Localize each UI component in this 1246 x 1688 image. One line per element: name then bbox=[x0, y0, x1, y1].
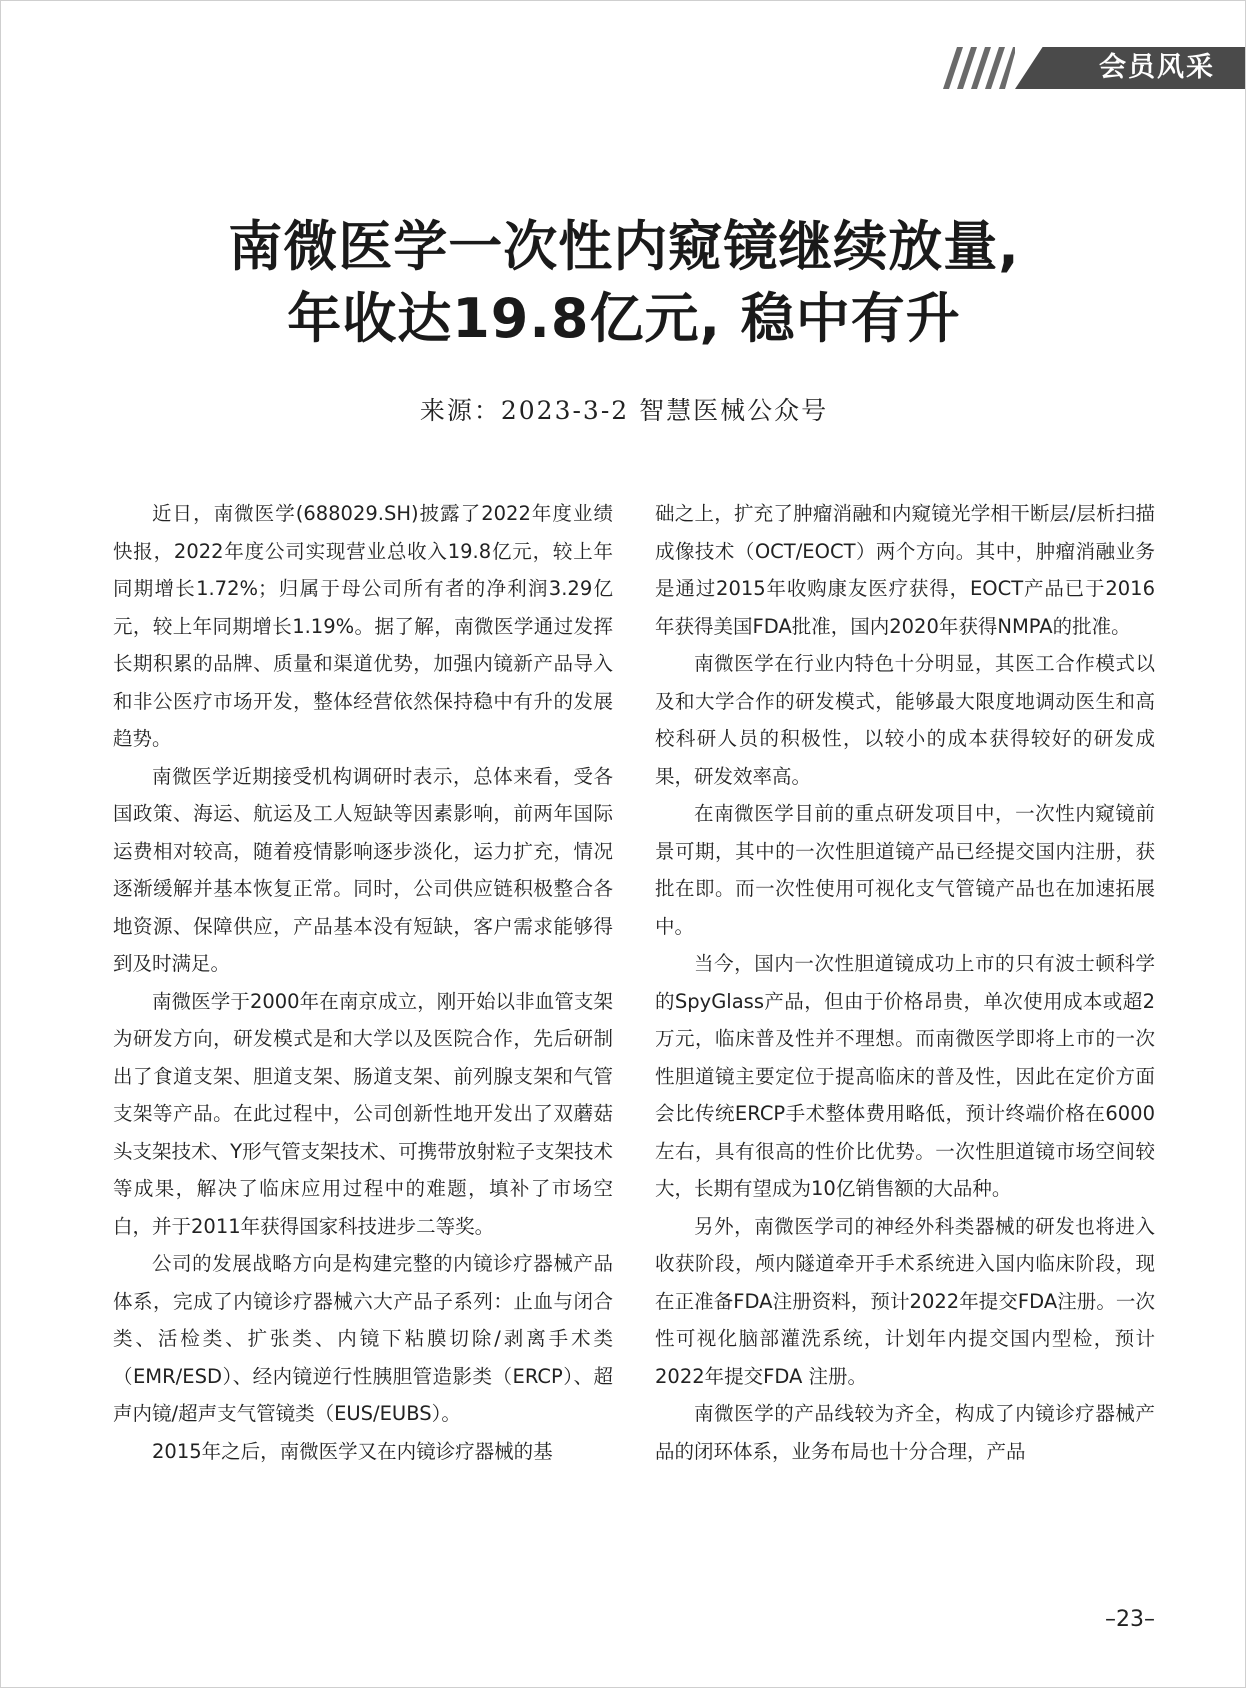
section-label: 会员风采 bbox=[1099, 52, 1215, 83]
paragraph: 当今，国内一次性胆道镜成功上市的只有波士顿科学的SpyGlass产品，但由于价格昂贵，单次使用成本或超2万元，临床普及性并不理想。而南微医学即将上市的一次性胆道镜主要定位于提高临床的普及性，因此在定价方面会比传统ERCP手术整体费用略低，预计终端价格在6000 左右，具有很高的性价比优势。一次性胆道镜市场空间较大，长期有望成为10亿销售额的大品种。 bbox=[655, 952, 1155, 1200]
paragraph-continuation: 础之上，扩充了肿瘤消融和内窥镜光学相干断层/层析扫描成像技术（OCT/EOCT）两个方向。其中，肿瘤消融业务是通过2015年收购康友医疗获得，EOCT产品已于2016年获得美国FDA批准，国内2020年获得NMPA的批准。 bbox=[655, 502, 1155, 638]
article-title bbox=[1, 211, 1246, 355]
left-column bbox=[113, 495, 613, 1470]
paragraph: 2015年之后，南微医学又在内镜诊疗器械的基 bbox=[152, 1439, 553, 1463]
paragraph: 公司的发展战略方向是构建完整的内镜诊疗器械产品体系，完成了内镜诊疗器械六大产品子系列：止血与闭合类、活检类、扩张类、内镜下粘膜切除/剥离手术类（EMR/ESD）、经内镜逆行性胰胆管造影类（ERCP）、超声内镜/超声支气管镜类（EUS/EUBS）。 bbox=[113, 1252, 613, 1425]
paragraph: 南微医学在行业内特色十分明显，其医工合作模式以及和大学合作的研发模式，能够最大限度地调动医生和高校科研人员的积极性，以较小的成本获得较好的研发成果，研发效率高。 bbox=[655, 652, 1155, 788]
title-line-2: 年收达19.8亿元, 稳中有升 bbox=[287, 287, 961, 350]
header-stripes-decoration bbox=[935, 47, 1015, 89]
paragraph: 近日，南微医学(688029.SH)披露了2022年度业绩快报，2022年度公司实现营业总收入19.8亿元，较上年同期增长1.72%；归属于母公司所有者的净利润3.29亿元，较上年同期增长1.19%。据了解，南微医学通过发挥长期积累的品牌、质量和渠道优势，加强内镜新产品导入和非公医疗市场开发，整体经营依然保持稳中有升的发展趋势。 bbox=[113, 502, 613, 750]
title-line-1: 南微医学一次性内窥镜继续放量, bbox=[228, 215, 1020, 278]
paragraph: 另外，南微医学司的神经外科类器械的研发也将进入收获阶段，颅内隧道牵开手术系统进入国内临床阶段，现在正准备FDA注册资料，预计2022年提交FDA注册。一次性可视化脑部灌洗系统，计划年内提交国内型检，预计2022年提交FDA 注册。 bbox=[655, 1214, 1155, 1388]
paragraph: 南微医学的产品线较为齐全，构成了内镜诊疗器械产品的闭环体系，业务布局也十分合理，产品 bbox=[655, 1402, 1155, 1463]
page-number: –23– bbox=[1105, 1607, 1155, 1632]
paragraph: 在南微医学目前的重点研发项目中，一次性内窥镜前景可期，其中的一次性胆道镜产品已经提交国内注册，获批在即。而一次性使用可视化支气管镜产品也在加速拓展中。 bbox=[655, 802, 1155, 938]
article-source: 来源：2023-3-2 智慧医械公众号 bbox=[419, 396, 829, 425]
paragraph: 南微医学于2000年在南京成立，刚开始以非血管支架为研发方向，研发模式是和大学以及医院合作，先后研制出了食道支架、胆道支架、肠道支架、前列腺支架和气管支架等产品。在此过程中，公司创新性地开发出了双蘑菇头支架技术、Y形气管支架技术、可携带放射粒子支架技术等成果，解决了临床应用过程中的难题，填补了市场空白，并于2011年获得国家科技进步二等奖。 bbox=[113, 989, 613, 1238]
right-column bbox=[655, 495, 1155, 1470]
paragraph: 南微医学近期接受机构调研时表示，总体来看，受各国政策、海运、航运及工人短缺等因素影响，前两年国际运费相对较高，随着疫情影响逐步淡化，运力扩充，情况逐渐缓解并基本恢复正常。同时，公司供应链积极整合各地资源、保障供应，产品基本没有短缺，客户需求能够得到及时满足。 bbox=[113, 764, 613, 975]
